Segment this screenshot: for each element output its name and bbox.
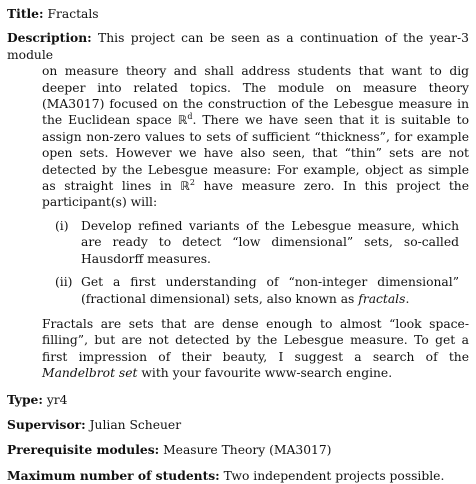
prerequisite-value: Measure Theory (MA3017) — [163, 443, 332, 458]
type-row — [7, 392, 469, 408]
description-section — [7, 30, 469, 381]
type-value: yr4 — [46, 392, 68, 407]
supervisor-row — [7, 417, 469, 433]
list-item-number: (ii) — [55, 275, 73, 290]
type-label: Type: — [7, 391, 43, 407]
title-label: Title: — [7, 6, 44, 21]
prerequisite-label: Prerequisite modules: — [7, 442, 160, 458]
max-students-row — [7, 468, 469, 484]
euclidean-space-exponent: d — [187, 112, 193, 122]
description-first-line-text: This project can be seen as a continuation of the year-3 module — [7, 31, 469, 62]
max-students-value: Two independent projects possible. — [223, 468, 445, 483]
supervisor-value: Julian Scheuer — [89, 417, 182, 432]
list-item-number: (i) — [55, 218, 69, 233]
description-intro-b: . There we have seen that it is suitable to assign non-zero values to sets of sufficient “thickness”, for example open sets. However we have also seen, that “thin” sets are not detected by the Lebesgue measure: For example, object as simple as straight lines in — [42, 113, 469, 194]
paragraph-2-text-a: Fractals are sets that are dense enough to almost “look space-filling”, but are not detected by the Lebesgue measure. To get a first impression of their beauty, I suggest a search of the — [42, 316, 469, 364]
list-item-text: Develop refined variants of the Lebesgue measure, which are ready to detect “low dimensional” sets, so-called Hausdorff measures. — [81, 218, 459, 266]
supervisor-label: Supervisor: — [7, 416, 86, 432]
list-item — [55, 218, 459, 267]
mandelbrot-set-term: Mandelbrot set — [42, 366, 138, 381]
title-row — [7, 6, 469, 22]
description-intro-c: have measure zero. In this project the participant(s) will: — [42, 179, 469, 210]
description-label: Description: — [7, 30, 92, 46]
prerequisite-row — [7, 442, 469, 458]
description-paragraph-2 — [7, 316, 469, 382]
goals-list — [55, 218, 459, 307]
list-item-text-end: . — [405, 291, 410, 306]
description-intro — [7, 63, 469, 211]
max-students-label: Maximum number of students: — [7, 467, 220, 483]
project-description-page — [7, 6, 469, 484]
description-first-line — [7, 30, 469, 63]
plane-symbol: ℝ — [180, 179, 190, 194]
paragraph-2-text-b: with your favourite www-search engine. — [141, 366, 393, 381]
list-item-text: Get a first understanding of “non-integer dimensional” (fractional dimensional) sets, also known as — [81, 275, 459, 306]
description-intro-a: on measure theory and shall address students that want to dig deeper into related topics. The module on measure theory (MA3017) focused on the construction of the Lebesgue measure in the Euclidean space — [42, 64, 469, 128]
title-value: Fractals — [47, 7, 99, 21]
euclidean-space-symbol: ℝ — [177, 113, 188, 128]
plane-exponent: 2 — [189, 178, 195, 188]
list-item — [55, 274, 459, 307]
fractals-term: fractals — [358, 291, 406, 306]
